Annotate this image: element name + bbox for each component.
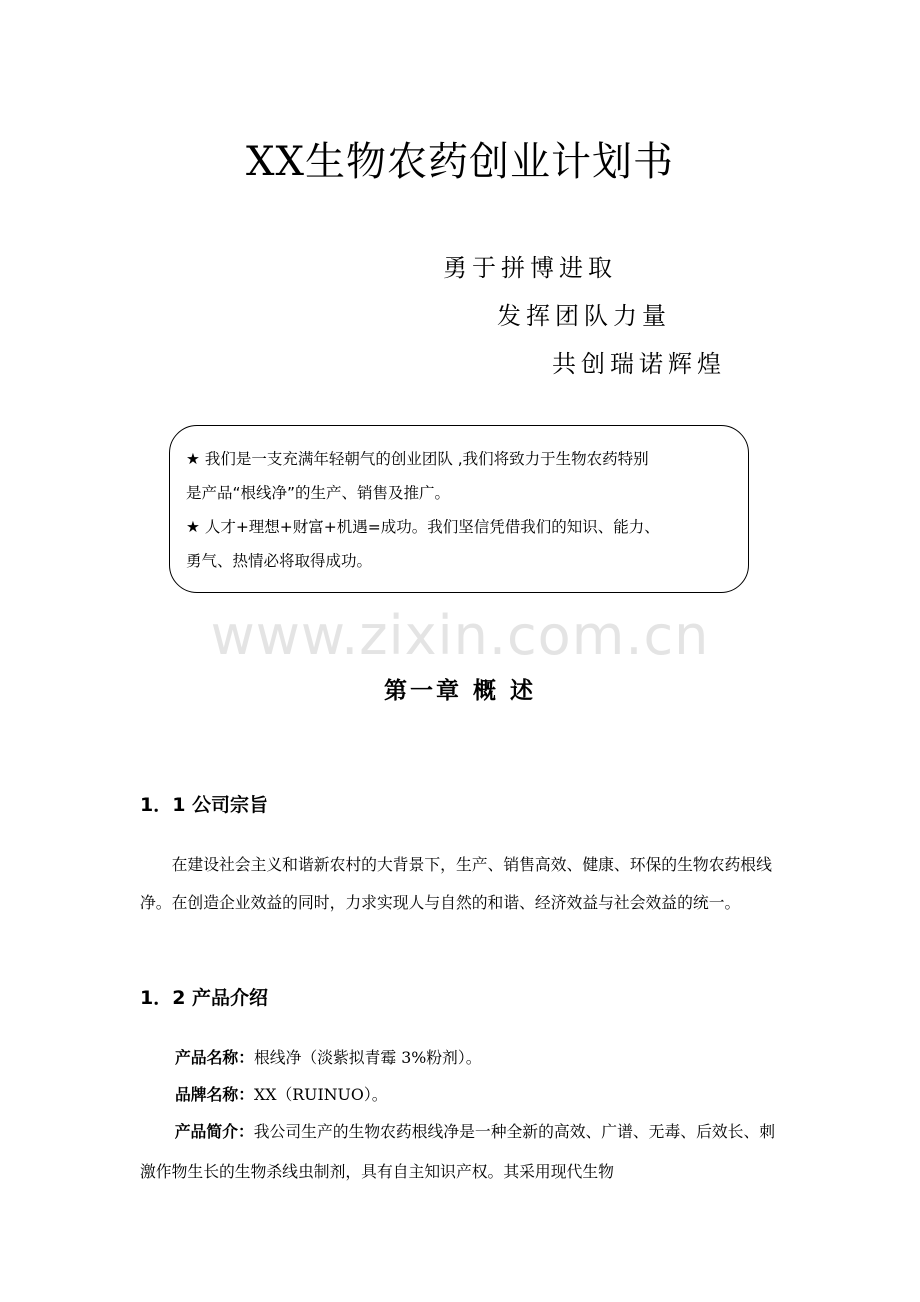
mission-paragraph: 在建设社会主义和谐新农村的大背景下，生产、销售高效、健康、环保的生物农药根线净。在创造企业效益的同时，力求实现人与自然的和谐、经济效益与社会效益的统一。	[140, 855, 772, 912]
box-line-4: 勇气、热情必将取得成功。	[186, 552, 373, 570]
box-line-2: 是产品“根线净”的生产、销售及推广。	[186, 484, 451, 502]
product-intro-label: 产品简介：	[174, 1122, 254, 1141]
product-name-label: 产品名称：	[175, 1048, 254, 1067]
product-name-line	[175, 1045, 482, 1068]
product-name-value: 根线净（淡紫拟青霉 3%粉剂）。	[254, 1048, 482, 1067]
motto-line-2: 发挥团队力量	[497, 302, 671, 330]
motto-line-3: 共创瑞诺辉煌	[552, 350, 726, 378]
product-intro-paragraph	[140, 1112, 782, 1192]
motto-line-1: 勇于拼博进取	[443, 254, 617, 282]
section-heading-mission: 1．1 公司宗旨	[140, 794, 269, 816]
box-line-3: ★ 人才+理想+财富+机遇=成功。我们坚信凭借我们的知识、能力、	[186, 518, 660, 536]
section-heading-product: 1．2 产品介绍	[140, 987, 269, 1009]
mission-statement-box	[169, 425, 749, 593]
chapter-title: 第一章 概 述	[383, 678, 536, 704]
document-title: XX生物农药创业计划书	[246, 139, 674, 185]
watermark: www.zixin.com.cn	[210, 604, 710, 667]
brand-name-line	[175, 1082, 388, 1105]
box-line-1: ★ 我们是一支充满年轻朝气的创业团队 ,我们将致力于生物农药特别	[186, 450, 649, 468]
brand-name-value: XX（RUINUO）。	[254, 1085, 388, 1104]
product-intro-text: 我公司生产的生物农药根线净是一种全新的高效、广谱、无毒、后效长、刺激作物生长的生物杀线虫制剂，具有自主知识产权。其采用现代生物	[140, 1122, 776, 1181]
brand-name-label: 品牌名称：	[175, 1085, 254, 1104]
